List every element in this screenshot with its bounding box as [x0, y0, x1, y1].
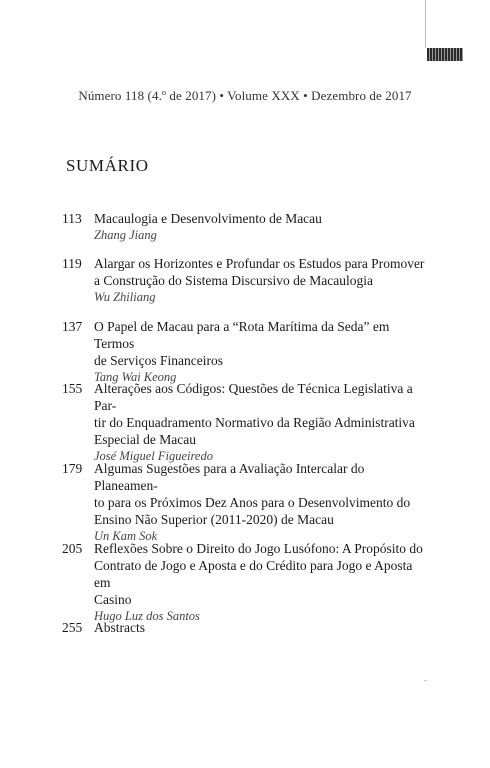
- scan-speck: [424, 680, 427, 681]
- toc-entry-body: [94, 255, 430, 306]
- toc-entry-body: [94, 380, 430, 465]
- toc-entry-body: [94, 460, 430, 545]
- toc-entry-body: [94, 619, 430, 636]
- toc-title-line: Alterações aos Códigos: Questões de Técnica Legislativa a Par-: [94, 381, 413, 413]
- toc-title-line: Algumas Sugestões para a Avaliação Intercalar do Planeamen-: [94, 461, 365, 493]
- toc-page-number: 119: [62, 256, 82, 271]
- page-title: SUMÁRIO: [66, 156, 149, 175]
- toc-author: José Miguel Figueiredo: [94, 449, 213, 463]
- toc-title-line: Especial de Macau: [94, 432, 196, 447]
- toc-author: Wu Zhiliang: [94, 290, 156, 304]
- toc-page-number: 137: [62, 319, 83, 334]
- toc-title-line: to para os Próximos Dez Anos para o Desenvolvimento do: [94, 495, 411, 510]
- toc-page-number: 255: [62, 620, 83, 635]
- toc-entry-body: [94, 540, 430, 625]
- toc-title-line: Contrato de Jogo e Aposta e do Crédito para Jogo e Aposta em: [94, 558, 413, 590]
- toc-title-line: Macaulogia e Desenvolvimento de Macau: [94, 211, 322, 226]
- toc-title-line: Ensino Não Superior (2011-2020) de Macau: [94, 512, 334, 527]
- toc-title-line: Abstracts: [94, 620, 145, 635]
- toc-entry-body: [94, 210, 430, 244]
- toc-title-line: Reflexões Sobre o Direito do Jogo Lusófono: A Propósito do: [94, 541, 423, 556]
- toc-title-line: Casino: [94, 592, 132, 607]
- toc-title-line: tir do Enquadramento Normativo da Região Administrativa: [94, 415, 415, 430]
- toc-title-line: de Serviços Financeiros: [94, 353, 223, 368]
- toc-entry-body: [94, 318, 430, 386]
- toc-author: Tang Wai Keong: [94, 370, 177, 384]
- toc-author: Un Kam Sok: [94, 529, 158, 543]
- toc-author: Zhang Jiang: [94, 228, 157, 242]
- toc-author: Hugo Luz dos Santos: [94, 609, 200, 623]
- page-edge-line: [425, 0, 426, 48]
- binding-corner-mark: [427, 48, 463, 61]
- issue-line: Número 118 (4.º de 2017) • Volume XXX • Dezembro de 2017: [78, 88, 412, 103]
- toc-title-line: Alargar os Horizontes e Profundar os Estudos para Promover: [94, 256, 425, 271]
- toc-page-number: 113: [62, 211, 82, 226]
- toc-title-line: a Construção do Sistema Discursivo de Macaulogia: [94, 273, 373, 288]
- toc-page-number: 179: [62, 461, 83, 476]
- toc-title-line: O Papel de Macau para a “Rota Marítima da Seda” em Termos: [94, 319, 390, 351]
- toc-page-number: 155: [62, 381, 83, 396]
- toc-page-number: 205: [62, 541, 83, 556]
